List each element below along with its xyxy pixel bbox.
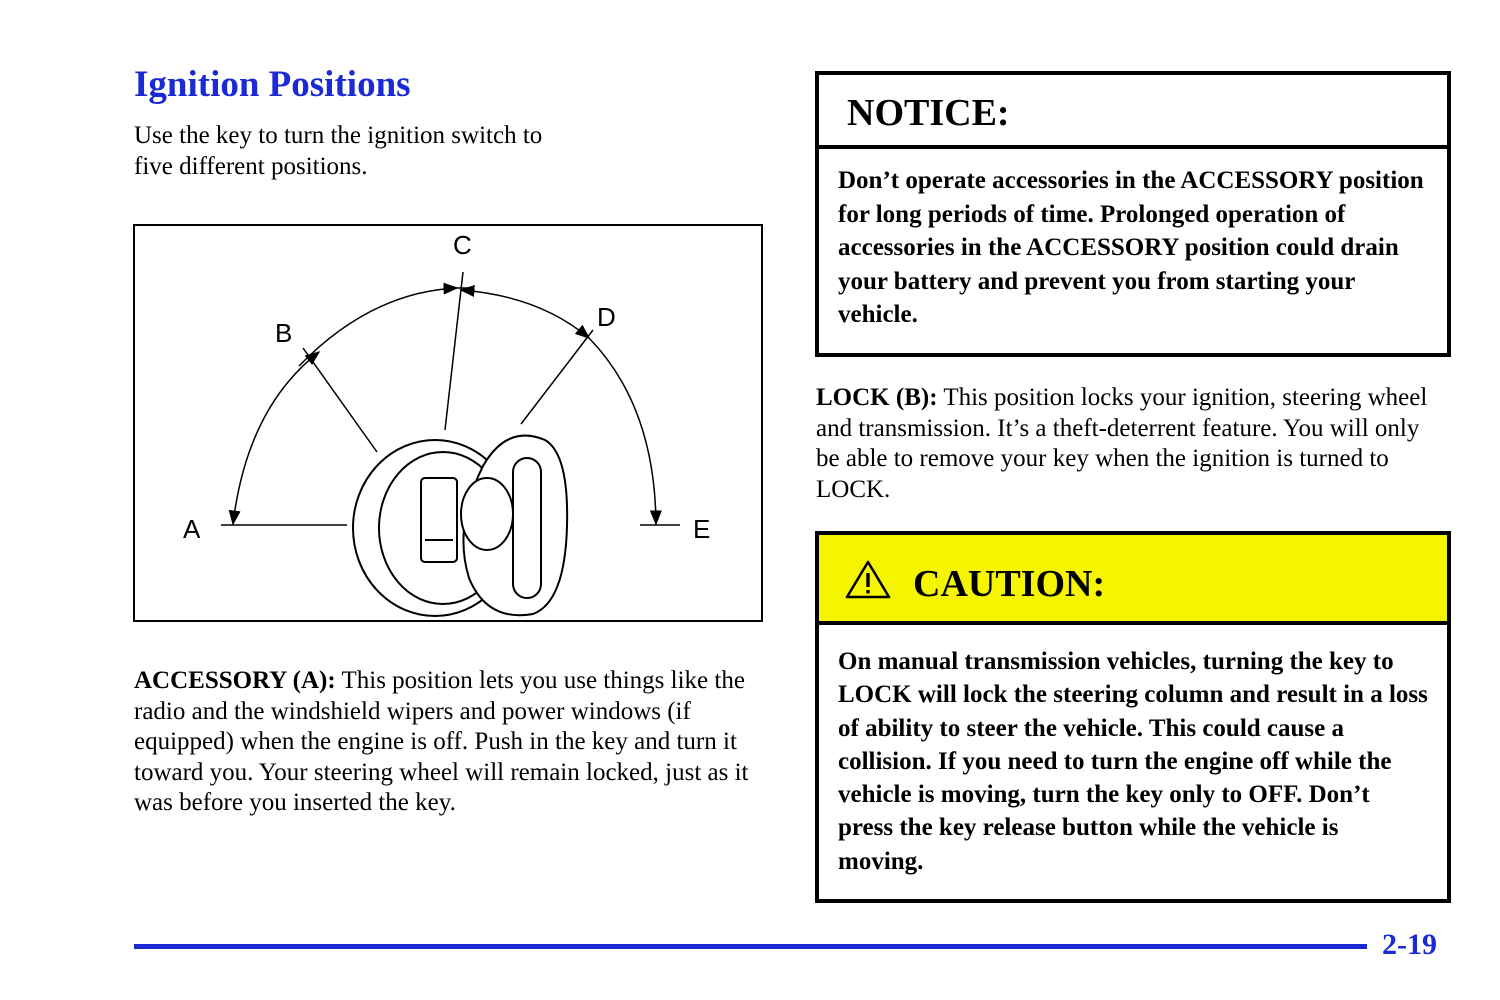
intro-line-2: five different positions. [134, 153, 368, 180]
caution-header [819, 535, 1447, 625]
accessory-paragraph [134, 666, 774, 819]
leader-c [445, 272, 463, 430]
caution-body: On manual transmission vehicles, turning the key to LOCK will lock the steering column and result in a loss of ability to steer the vehicle. This could cause a collision. If you need to turn the engine off while the vehicle is moving, turn the key only to OFF. Don’t press the key release button while the vehicle is moving. [838, 648, 1428, 875]
arc-d-to-e [589, 338, 656, 524]
position-label-c: C [453, 230, 472, 260]
position-label-d: D [597, 302, 616, 332]
notice-body: Don’t operate accessories in the ACCESSORY position for long periods of time. Prolonged operation of accessories in the ACCESSORY position could drain your battery and prevent you from starting your vehicle. [838, 167, 1424, 328]
leader-d [521, 330, 593, 424]
section-title: Ignition Positions [134, 64, 411, 105]
accessory-text: This position lets you use things like the radio and the windshield wipers and power windows (if equipped) when the engine is off. Push in the key and turn it toward you. Your steering wheel will remain locked, just as it was before you inserted the key. [134, 667, 749, 816]
footer-rule [134, 944, 1367, 949]
position-label-b: B [275, 318, 293, 348]
leader-b [303, 348, 377, 452]
notice-box [815, 71, 1451, 357]
ignition-diagram [133, 224, 763, 622]
accessory-label: ACCESSORY (A): [134, 667, 336, 694]
arc-a-to-b [233, 352, 319, 524]
warning-triangle-icon [845, 559, 891, 599]
lock-paragraph [816, 383, 1436, 505]
caution-title: CAUTION: [913, 563, 1106, 605]
intro-line-1: Use the key to turn the ignition switch to [134, 122, 543, 149]
ignition-diagram-svg [135, 226, 761, 620]
caution-box [815, 531, 1451, 903]
lock-text: This position locks your ignition, steering wheel and transmission. It’s a theft-deterrent feature. You will only be able to remove your key when the ignition is turned to LOCK. [816, 384, 1428, 503]
intro-text [134, 120, 604, 182]
notice-title: NOTICE: [847, 92, 1010, 134]
notice-header [819, 75, 1447, 149]
arc-c-to-d [461, 290, 589, 338]
page-number: 2-19 [1382, 928, 1437, 961]
lock-label: LOCK (B): [816, 384, 938, 411]
arc-b-to-c [299, 288, 457, 366]
position-label-a: A [183, 514, 201, 544]
position-label-e: E [693, 514, 711, 544]
